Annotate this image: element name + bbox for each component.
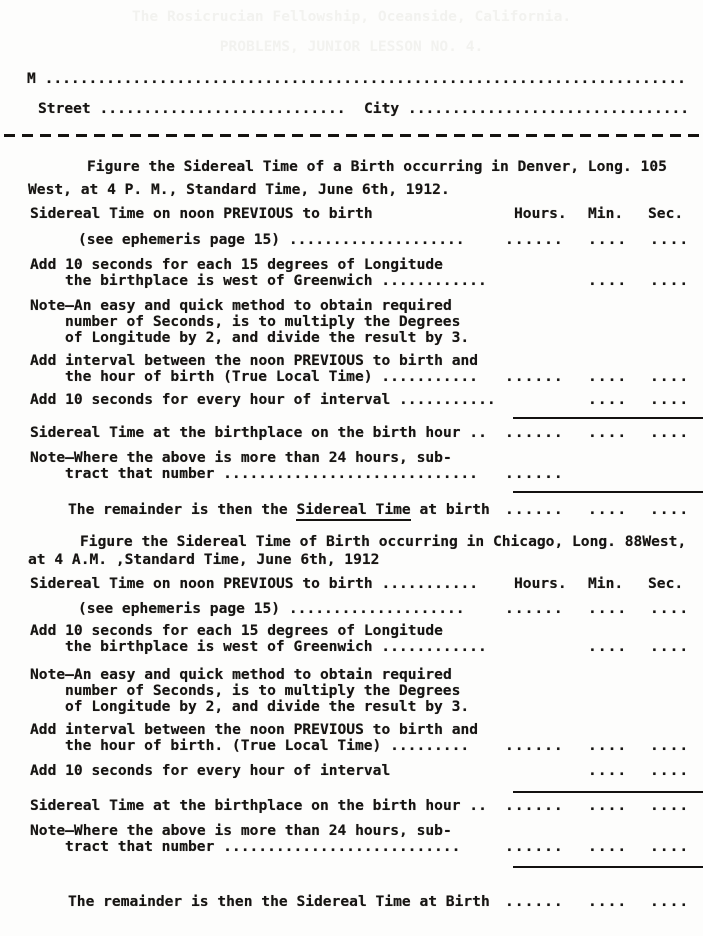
min-blank: .... xyxy=(588,501,628,518)
remainder-prefix: The remainder is then the xyxy=(68,501,297,518)
row-label: Sidereal Time at the birthplace on the birth hour .. xyxy=(30,424,487,441)
hours-blank: ...... xyxy=(505,893,564,910)
min-blank: .... xyxy=(588,424,628,441)
sec-blank: .... xyxy=(650,893,690,910)
sum-rule xyxy=(513,417,703,419)
hours-blank: ...... xyxy=(505,797,564,814)
letterhead-line2: PROBLEMS, JUNIOR LESSON NO. 4. xyxy=(219,38,484,55)
sec-blank: .... xyxy=(650,797,690,814)
row-label: (see ephemeris page 15) .................... xyxy=(78,231,465,248)
hours-blank: ...... xyxy=(505,231,564,248)
s1-note-line1: Note—An easy and quick method to obtain required xyxy=(30,297,452,314)
s2-row-remainder xyxy=(0,893,703,936)
sum-rule xyxy=(513,491,703,493)
s1-note2-line1: Note—Where the above is more than 24 hours, sub- xyxy=(30,449,452,466)
letterhead-line1: The Rosicrucian Fellowship, Oceanside, California. xyxy=(131,8,572,25)
row-label: Sidereal Time on noon PREVIOUS to birth ........... xyxy=(30,575,479,592)
hours-blank: ...... xyxy=(505,838,564,855)
row-label: (see ephemeris page 15) .................... xyxy=(78,600,465,617)
s2-note-line1: Note—An easy and quick method to obtain required xyxy=(30,666,452,683)
s1-row-add-interval: Add interval between the noon PREVIOUS to birth and xyxy=(30,352,479,369)
row-label: Sidereal Time on noon PREVIOUS to birth xyxy=(30,205,373,222)
row-label: the birthplace is west of Greenwich ............ xyxy=(65,638,487,655)
sec-column-header: Sec. xyxy=(648,205,684,222)
sec-blank: .... xyxy=(650,600,690,617)
hours-column-header: Hours. xyxy=(514,575,567,592)
min-blank: .... xyxy=(588,838,628,855)
street-fill-line: Street ............................ xyxy=(38,100,346,117)
sum-rule xyxy=(513,866,703,868)
sec-blank: .... xyxy=(650,231,690,248)
s2-row-add-interval: Add interval between the noon PREVIOUS to birth and xyxy=(30,721,479,738)
min-column-header: Min. xyxy=(588,575,624,592)
row-label: Add 10 seconds for every hour of interval xyxy=(30,762,391,779)
sec-blank: .... xyxy=(650,737,690,754)
min-column-header: Min. xyxy=(588,205,624,222)
hours-blank: ...... xyxy=(505,368,564,385)
s1-note-line3: of Longitude by 2, and divide the result by 3. xyxy=(65,329,470,346)
min-blank: .... xyxy=(588,368,628,385)
hours-blank: ...... xyxy=(505,737,564,754)
row-label: tract that number ............................. xyxy=(65,465,478,482)
dashed-separator xyxy=(4,134,700,137)
min-blank: .... xyxy=(588,762,628,779)
remainder-text xyxy=(68,501,490,518)
hours-blank: ...... xyxy=(505,501,564,518)
hours-blank: ...... xyxy=(505,424,564,441)
sec-blank: .... xyxy=(650,272,690,289)
row-label: the birthplace is west of Greenwich ............ xyxy=(65,272,487,289)
s1-intro-line2: West, at 4 P. M., Standard Time, June 6th, 1912. xyxy=(28,181,450,198)
remainder-text: The remainder is then the Sidereal Time at Birth xyxy=(68,893,490,910)
min-blank: .... xyxy=(588,600,628,617)
sec-blank: .... xyxy=(650,838,690,855)
sec-column-header: Sec. xyxy=(648,575,684,592)
s2-row-add10-longitude: Add 10 seconds for each 15 degrees of Longitude xyxy=(30,622,443,639)
row-label: the hour of birth. (True Local Time) ......... xyxy=(65,737,470,754)
hours-blank: ...... xyxy=(505,465,564,482)
row-label: the hour of birth (True Local Time) ........... xyxy=(65,368,478,385)
hours-blank: ...... xyxy=(505,600,564,617)
min-blank: .... xyxy=(588,638,628,655)
s2-note2-line1: Note—Where the above is more than 24 hours, sub- xyxy=(30,822,452,839)
s2-note-line2: number of Seconds, is to multiply the Degrees xyxy=(65,682,461,699)
sec-blank: .... xyxy=(650,638,690,655)
min-blank: .... xyxy=(588,231,628,248)
min-blank: .... xyxy=(588,272,628,289)
s2-note-line3: of Longitude by 2, and divide the result by 3. xyxy=(65,698,470,715)
row-label: tract that number ........................... xyxy=(65,838,461,855)
name-fill-line: M ......................................................................... xyxy=(27,70,686,87)
remainder-suffix: at birth xyxy=(410,501,490,518)
row-label: Sidereal Time at the birthplace on the birth hour .. xyxy=(30,797,487,814)
remainder-underlined: Sidereal Time xyxy=(296,501,410,521)
sec-blank: .... xyxy=(650,762,690,779)
sec-blank: .... xyxy=(650,424,690,441)
city-fill-line: City ................................ xyxy=(364,100,690,117)
sum-rule xyxy=(513,791,703,793)
s1-note-line2: number of Seconds, is to multiply the Degrees xyxy=(65,313,461,330)
min-blank: .... xyxy=(588,797,628,814)
row-label: Add 10 seconds for every hour of interval ........... xyxy=(30,391,496,408)
s2-intro-line2: at 4 A.M. ,Standard Time, June 6th, 1912 xyxy=(28,551,380,568)
min-blank: .... xyxy=(588,391,628,408)
min-blank: .... xyxy=(588,737,628,754)
min-blank: .... xyxy=(588,893,628,910)
s1-row-add10-longitude: Add 10 seconds for each 15 degrees of Longitude xyxy=(30,256,443,273)
s2-intro-line1: Figure the Sidereal Time of Birth occurring in Chicago, Long. 88West, xyxy=(80,533,687,550)
sec-blank: .... xyxy=(650,368,690,385)
sec-blank: .... xyxy=(650,501,690,518)
hours-column-header: Hours. xyxy=(514,205,567,222)
s1-intro-line1: Figure the Sidereal Time of a Birth occurring in Denver, Long. 105 xyxy=(87,158,667,175)
sec-blank: .... xyxy=(650,391,690,408)
